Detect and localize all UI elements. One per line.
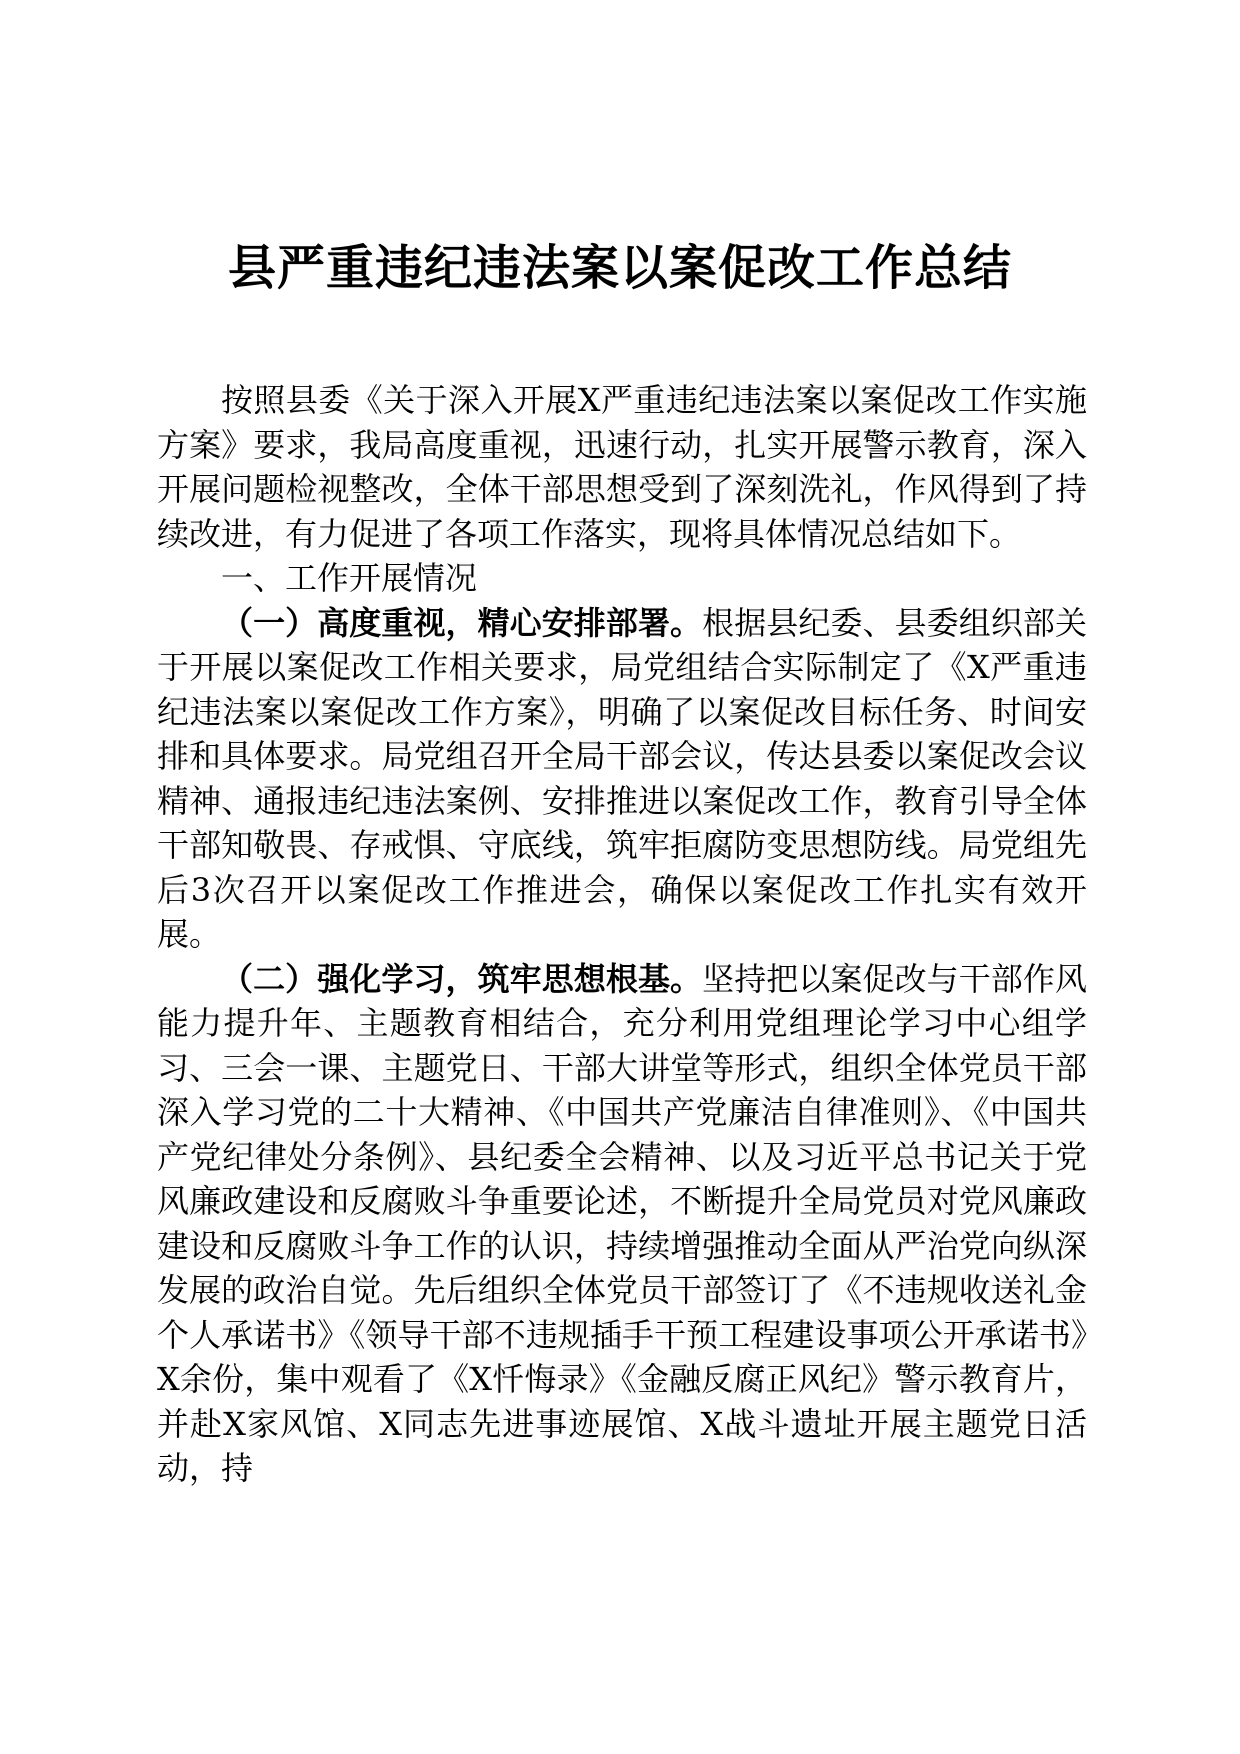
document-body <box>157 378 1087 1491</box>
paragraph-deployment-text: 根据县纪委、县委组织部关于开展以案促改工作相关要求，局党组结合实际制定了《X严重违纪违法案以案促改工作方案》，明确了以案促改目标任务、时间安排和具体要求。局党组召开全局干部会议，传达县委以案促改会议精神、通报违纪违法案例、安排推进以案促改工作，教育引导全体干部知敬畏、存戒惧、守底线，筑牢拒腐防变思想防线。局党组先后3次召开以案促改工作推进会，确保以案促改工作扎实有效开展。 <box>157 603 1087 953</box>
paragraph-deployment-heading: （一）高度重视，精心安排部署。 <box>221 603 703 642</box>
document-title: 县严重违纪违法案以案促改工作总结 <box>227 240 1012 296</box>
intro-paragraph: 按照县委《关于深入开展X严重违纪违法案以案促改工作实施方案》要求，我局高度重视，迅速行动，扎实开展警示教育，深入开展问题检视整改，全体干部思想受到了深刻洗礼，作风得到了持续改进，有力促进了各项工作落实，现将具体情况总结如下。 <box>157 381 1087 553</box>
paragraph-deployment <box>157 601 1087 957</box>
paragraph-study-text: 坚持把以案促改与干部作风能力提升年、主题教育相结合，充分利用党组理论学习中心组学习、三会一课、主题党日、干部大讲堂等形式，组织全体党员干部深入学习党的二十大精神、《中国共产党廉洁自律准则》、《中国共产党纪律处分条例》、县纪委全会精神、以及习近平总书记关于党风廉政建设和反腐败斗争重要论述，不断提升全局党员对党风廉政建设和反腐败斗争工作的认识，持续增强推动全面从严治党向纵深发展的政治自觉。先后组织全体党员干部签订了《不违规收送礼金个人承诺书》《领导干部不违规插手干预工程建设事项公开承诺书》X余份，集中观看了《X忏悔录》《金融反腐正风纪》警示教育片，并赴X家风馆、X同志先进事迹展馆、X战斗遗址开展主题党日活动，持 <box>157 959 1087 1487</box>
section-heading-work-progress: 一、工作开展情况 <box>221 559 478 597</box>
paragraph-study <box>157 957 1087 1491</box>
paragraph-study-heading: （二）强化学习，筑牢思想根基。 <box>221 959 703 998</box>
